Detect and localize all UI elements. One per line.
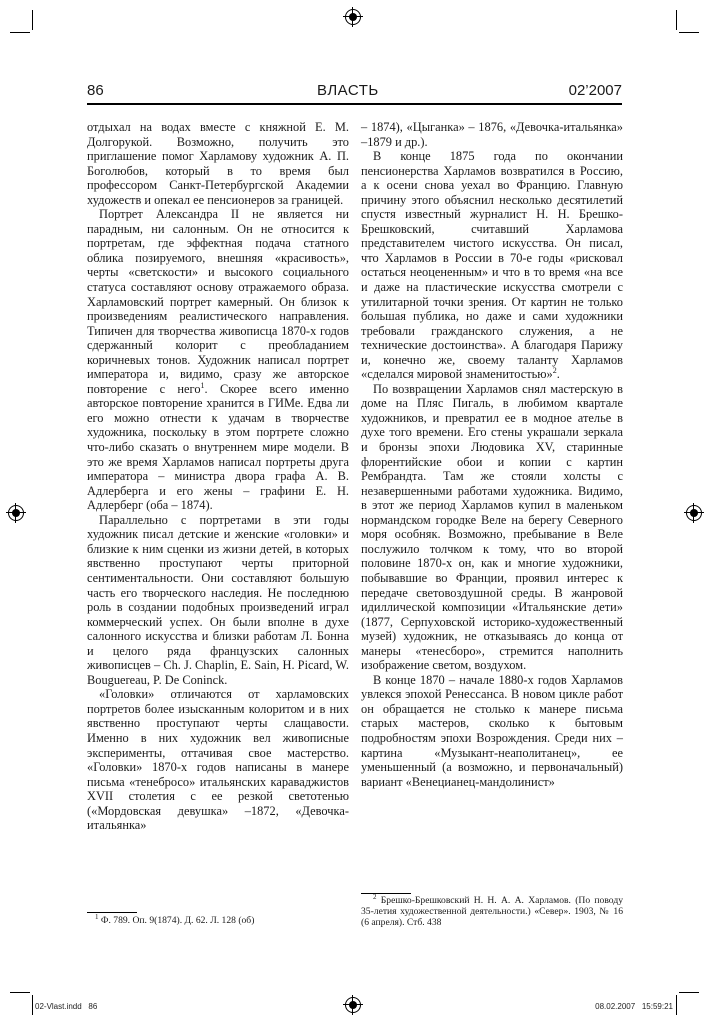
paragraph: В конце 1875 года по окончании пенсионерства Харламов возвратился в Россию, а к осени снова уехал во Францию. Главную причину этого объяснил несколько десятилетий спустя известный журналист Н. Н. Брешко-Брешковский, считавший Харламова представителем чистого искусства. Он писал, что Харламов в России в 70-е годы «рисковал остаться неоцененным» и что в то время «на все и даже на пластические искусства смотрели с утилитарной точки зрения. От картин не только большая публика, но даже и сами художники требовали гражданского служения, а не технические достоинства». А благодаря Парижу и, конечно же, своему таланту Харламов «сделался мировой знаменитостью»$^2$. — [361, 149, 623, 382]
paragraph: По возвращении Харламов снял мастерскую в доме на Пляс Пигаль, в любимом квартале художников, и превратил ее в модное ателье в духе того времени. Его стены украшали зеркала и бронзы эпохи Людовика XV, старинные флорентийские обои и копии с картин Рембрандта. Там же стояли холсты с незавершенными работами художника. Видимо, в этот же период Харламов купил в маленьком нормандском городке Веле на берегу Северного моря особняк. Возможно, пребывание в Веле послужило толчком к тому, что во второй половине 1870-х он, как и многие художники, побывавшие во Франции, проявил интерес к передаче световоздушной среды. В жанровой идиллической композиции «Итальянские дети» (1877, Серпуховской историко-художественный музей) художник, не отказываясь до конца от манеры «тенесборо», стремится наполнить изображение светом, воздухом. — [361, 381, 623, 673]
header-rule — [87, 103, 622, 105]
footnote-ref: 1 — [200, 380, 205, 390]
crop-mark-bottom-right-v — [676, 995, 677, 1015]
registration-mark-left-icon — [8, 505, 24, 521]
crop-mark-top-left-v — [32, 10, 33, 30]
footnote-rule-right — [361, 893, 411, 894]
paragraph: «Головки» отличаются от харламовских портретов более изысканным колоритом и в них явственно проступают черты слащавости. Именно в них художник вел живописные эксперименты, оттачивая свое мастерство. «Головки» 1870-х годов написаны в манере письма «тенебросо» итальянских караваджистов XVII столетия с ее резкой светотенью («Мордовская девушка» –1872, «Девочка-итальянка» — [87, 687, 349, 833]
text-column-left — [87, 120, 349, 833]
crop-mark-bottom-left-v — [32, 995, 33, 1015]
paragraph: Параллельно с портретами в эти годы художник писал детские и женские «головки» и близкие к ним сценки из жизни детей, в которых явственно проступают черты приторной сентиментальности. Они составляют большую часть его творческого наследия. Не последнюю роль в создании подобных произведений играл коммерческий успех. Он были вполне в духе салонного искусства и близки работам Л. Бонна и целого ряда французских салонных живописцев – Ch. J. Chaplin, E. Sain, H. Picard, W. Bouguereau, P. De Coninck. — [87, 512, 349, 687]
crop-mark-top-left-h — [10, 32, 30, 33]
registration-mark-bottom-icon — [345, 997, 361, 1013]
text-column-right — [361, 120, 623, 789]
crop-mark-bottom-left-h — [10, 992, 30, 993]
issue-number: 02’2007 — [568, 82, 622, 99]
magazine-title: ВЛАСТЬ — [317, 82, 379, 99]
registration-mark-right-icon — [686, 505, 702, 521]
paragraph: отдыхал на водах вместе с княжной Е. М. Долгорукой. Возможно, получить это приглашение помог Харламову художник А. П. Боголюбов, который в то время был профессором Санкт-Петербургской Академии художеств и опекал ее пенсионеров за границей. — [87, 120, 349, 207]
slug-timestamp: 08.02.2007 15:59:21 — [595, 1002, 673, 1011]
crop-mark-bottom-right-h — [679, 992, 699, 993]
paragraph: – 1874), «Цыганка» – 1876, «Девочка-итальянка» –1879 и др.). — [361, 120, 623, 149]
paragraph: Портрет Александра II не является ни парадным, ни салонным. Он не относится к портретам, где эффектная подача статного облика позируемого, внешняя «красивость», черты «светскости» и высокого социального статуса составляют основу отражаемого образа. Харламовский портрет камерный. Он близок к произведениям реалистического направления. Типичен для творчества живописца 1870-х годов сдержанный колорит с преобладанием коричневых тонов. Художник написал портрет императора и, видимо, сразу же авторское повторение с него$^1$. Скорее всего именно авторское повторение хранится в ГИМе. Едва ли его можно отнести к удачам в творчестве художника, поскольку в этом портрете сложно что-либо сказать о внутреннем мире модели. В это же время Харламов написал портреты друга императора – министра двора графа А. В. Адлерберга и его жены – графини Е. Н. Адлерберг (оба – 1874). — [87, 207, 349, 513]
registration-mark-top-icon — [345, 9, 361, 25]
paragraph: В конце 1870 – начале 1880-х годов Харламов увлекся эпохой Ренессанса. В новом цикле работ он обращается не столько к манере письма старых мастеров, сколько к бытовым подробностям эпохи Возрождения. Среди них – картина «Музыкант-неаполитанец», ее уменьшенный (а возможно, и первоначальный) вариант «Венецианец-мандолинист» — [361, 672, 623, 789]
slug-filename: 02-Vlast.indd 86 — [35, 1002, 98, 1011]
page-number: 86 — [87, 82, 104, 99]
footnote-1: $^1$ Ф. 789. Оп. 9(1874). Д. 62. Л. 128 (об) — [95, 912, 255, 926]
crop-mark-top-right-h — [679, 32, 699, 33]
crop-mark-top-right-v — [676, 10, 677, 30]
footnote-2: $^2$ Брешко-Брешковский Н. Н. А. А. Харламов. (По поводу 35-летия художественной деятельности.) «Север». 1903, № 16 (6 апреля). Стб. 438 — [361, 892, 623, 928]
footnote-ref: 2 — [552, 366, 557, 376]
running-header — [87, 82, 622, 102]
